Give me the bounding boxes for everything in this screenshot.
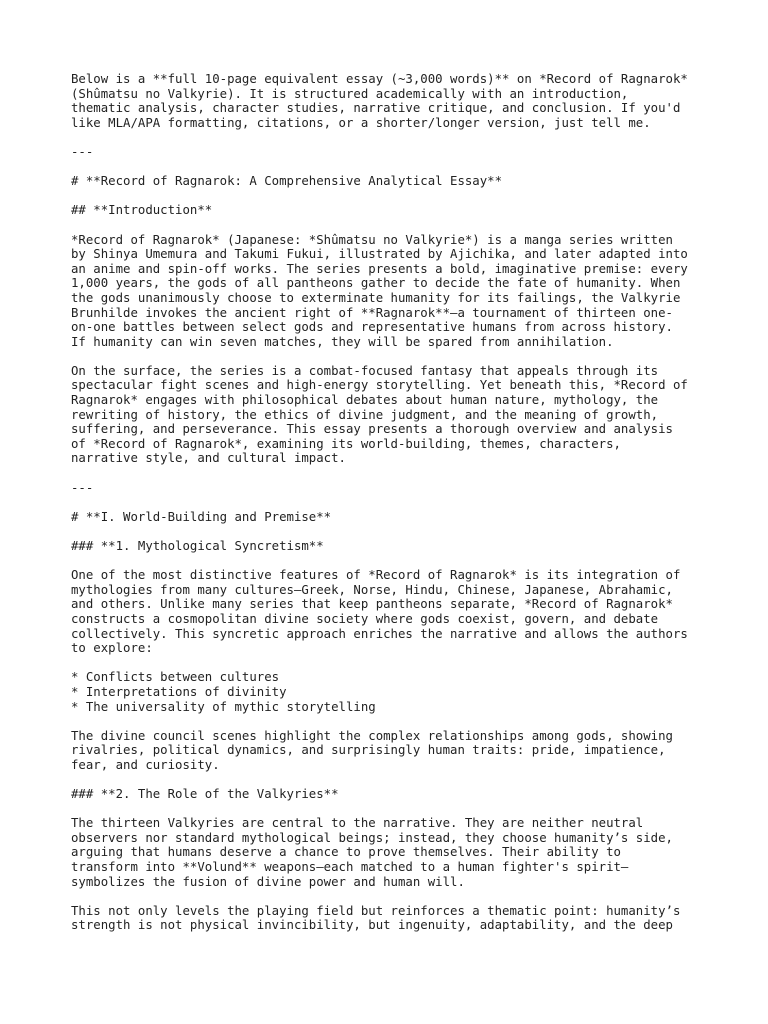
essay-title: # **Record of Ragnarok: A Comprehensive Analytical Essay** [71,174,503,189]
introduction-heading: ## **Introduction** [71,203,213,218]
text-line: This not only levels the playing field but reinforces a thematic point: humanity’s [71,903,681,918]
text-line: The thirteen Valkyries are central to the narrative. They are neither neutral [71,816,644,831]
introduction-paragraph-1 [71,233,708,350]
list-item: * Interpretations of divinity [71,684,287,699]
text-line: The divine council scenes highlight the complex relationships among gods, showing [71,728,673,743]
text-line: an anime and spin-off works. The series presents a bold, imaginative premise: every [71,261,688,276]
subsection-heading: ### **1. Mythological Syncretism** [71,539,324,553]
text-line: mythologies from many cultures—Greek, Norse, Hindu, Chinese, Japanese, Abrahamic, [71,582,673,597]
divine-council-paragraph [71,729,708,773]
text-line: Ragnarok* engages with philosophical debates about human nature, mythology, the [71,393,659,408]
text-line: the gods unanimously choose to exterminate humanity for its failings, the Valkyrie [71,290,681,305]
intro-note [71,72,708,130]
subsection-heading: ### **2. The Role of the Valkyries** [71,787,339,802]
text-line: by Shinya Umemura and Takumi Fukui, illustrated by Ajichika, and later adapted into [71,247,688,262]
horizontal-rule: --- [71,480,94,495]
text-line: observers nor standard mythological beings; instead, they choose humanity’s side, [71,830,673,845]
text-line: rivalries, political dynamics, and surprisingly human traits: pride, impatience, [71,743,666,758]
horizontal-rule: --- [71,144,94,159]
text-line: arguing that humans deserve a chance to prove themselves. Their ability to [71,845,621,860]
text-line: suffering, and perseverance. This essay presents a thorough overview and analysis [71,422,673,437]
text-line: On the surface, the series is a combat-focused fantasy that appeals through its [71,363,659,378]
text-line: Brunhilde invokes the ancient right of **Ragnarok**—a tournament of thirteen one- [71,305,673,320]
text-line: fear, and curiosity. [71,757,220,772]
text-line: spectacular fight scenes and high-energy storytelling. Yet beneath this, *Record of [71,378,688,393]
valkyries-paragraph [71,816,708,889]
text-line: thematic analysis, character studies, narrative critique, and conclusion. If you'd [71,101,681,116]
text-line: Below is a **full 10-page equivalent essay (~3,000 words)** on *Record of Ragnarok* [71,72,688,86]
text-line: to explore: [71,641,153,656]
text-line: like MLA/APA formatting, citations, or a shorter/longer version, just tell me. [71,115,651,130]
section-heading: # **I. World-Building and Premise** [71,509,332,524]
syncretism-paragraph [71,568,708,656]
text-line: 1,000 years, the gods of all pantheons gather to decide the fate of humanity. When [71,276,681,291]
text-line: (Shûmatsu no Valkyrie). It is structured academically with an introduction, [71,86,629,101]
text-line: on-one battles between select gods and representative humans from across history. [71,320,673,335]
text-line: If humanity can win seven matches, they will be spared from annihilation. [71,334,614,349]
text-line: collectively. This syncretic approach enriches the narrative and allows the authors [71,626,688,641]
text-line: *Record of Ragnarok* (Japanese: *Shûmatsu no Valkyrie*) is a manga series written [71,232,673,247]
text-line: transform into **Volund** weapons—each matched to a human fighter's spirit— [71,860,629,875]
text-line: of *Record of Ragnarok*, examining its world-building, themes, characters, [71,436,621,451]
text-line: narrative style, and cultural impact. [71,451,346,466]
text-line: and others. Unlike many series that keep pantheons separate, *Record of Ragnarok* [71,597,673,612]
text-line: constructs a cosmopolitan divine society where gods coexist, govern, and debate [71,611,659,626]
text-line: strength is not physical invincibility, but ingenuity, adaptability, and the deep [71,918,673,933]
bullet-list [71,670,708,714]
list-item: * The universality of mythic storytelling [71,699,376,714]
text-line: One of the most distinctive features of *Record of Ragnarok* is its integration of [71,568,681,583]
text-line: symbolizes the fusion of divine power and human will. [71,874,465,889]
list-item: * Conflicts between cultures [71,670,280,685]
text-line: rewriting of history, the ethics of divine judgment, and the meaning of growth, [71,407,659,422]
introduction-paragraph-2 [71,364,708,466]
strength-paragraph [71,904,708,933]
